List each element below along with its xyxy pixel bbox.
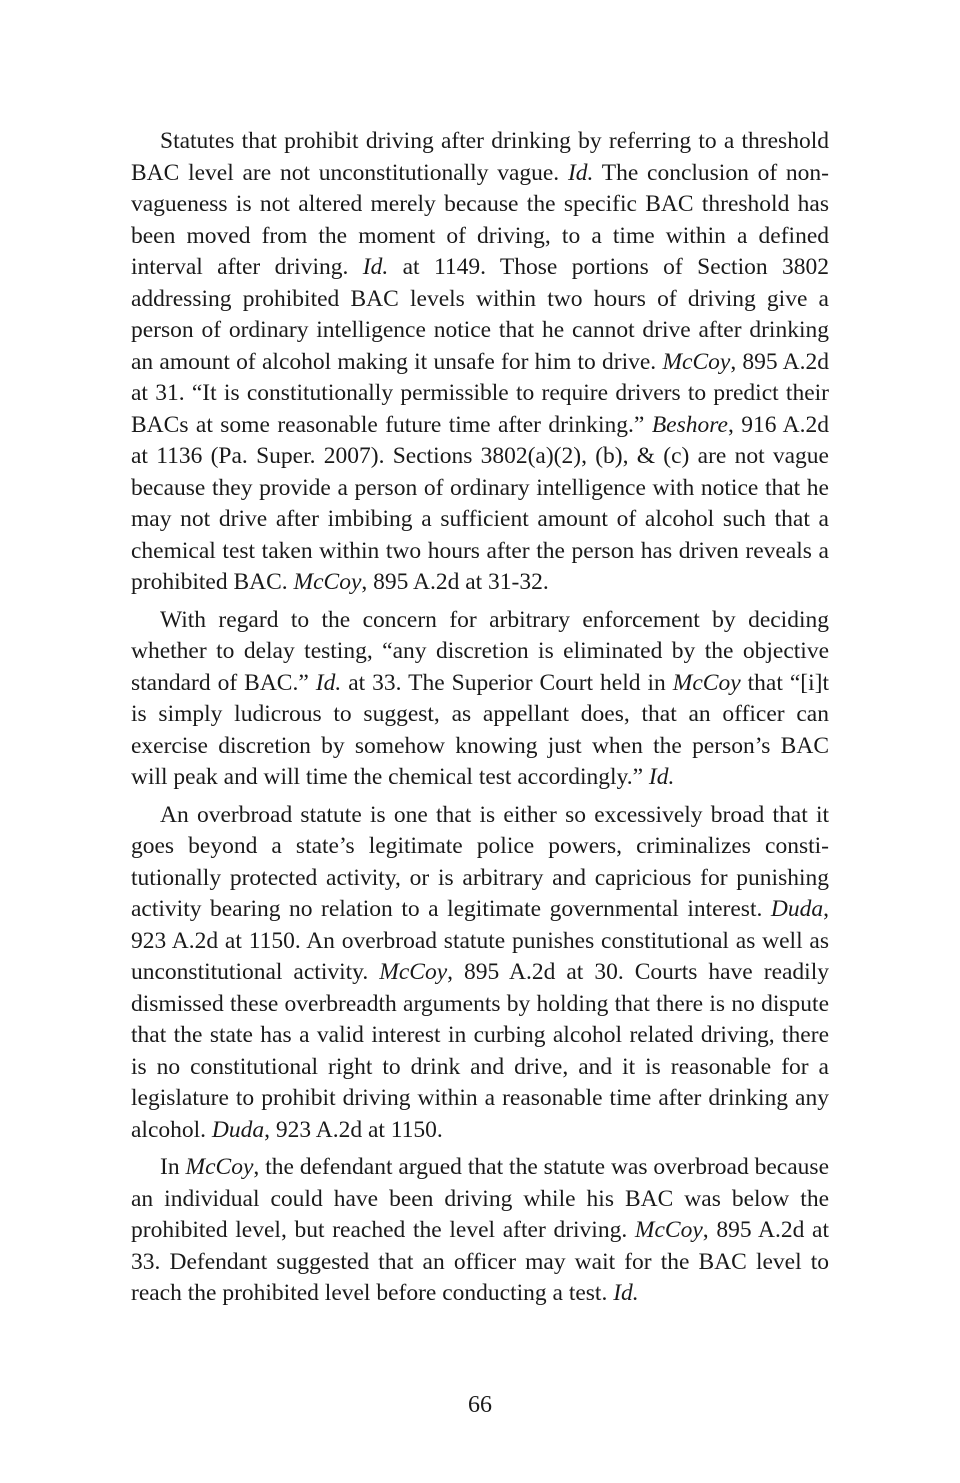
citation-italic: Beshore <box>651 411 728 438</box>
text-segment: , 923 A.2d at 1150. <box>264 1116 443 1143</box>
text-segment: An overbroad statute is one that is either so excessively broad that it goes beyond a state’s legitimate police powers, criminalizes constitutionally protected activity, or is arbitrary and capricious for punishing activity bearing no relation to a legitimate governmental interest. <box>131 801 829 922</box>
paragraph <box>131 1152 829 1310</box>
text-segment: , the defendant argued that the statute was overbroad because an individual could have been driving while his BAC was below the prohibited level, but reached the level after driving. <box>131 1154 829 1243</box>
text-segment: , 916 A.2d at 1136 (Pa. Super. 2007). Sections 3802(a)(2), (b), & (c) are not vague because they provide a person of ordinary intelligence with notice that he may not drive after imbibing a sufficient amount of alcohol such that a chemical test taken within two hours after the person has driven reveals a prohibited BAC. <box>131 411 829 595</box>
text-segment: that “[i]t is simply ludicrous to suggest, as appellant does, that an officer can exercise discretion by somehow knowing just when the person’s BAC will peak and will time the chemical test accordingly.” <box>131 669 829 790</box>
paragraph <box>131 800 829 1147</box>
text-segment: at 1149. Those portions of Section 3802 addressing prohibited BAC levels within two hours of driving give a person of ordinary intelligence notice that he cannot drive after drinking an amount of alcohol making it unsafe for him to drive. <box>131 254 829 375</box>
text-segment: , 923 A.2d at 1150. An overbroad statute punishes constitutional as well as unconstitutional activity. <box>131 896 829 985</box>
text-segment: , 895 A.2d at 31. “It is constitutionally permissible to require drivers to predict their BACs at some reasonable future time after drinking.” <box>131 348 829 438</box>
citation-italic: Id. <box>315 669 342 696</box>
citation-italic: McCoy <box>662 348 731 375</box>
text-segment: The conclusion of non-vagueness is not altered merely because the specific BAC threshold has been moved from the moment of driving, to a time within a defined interval after driving. <box>131 159 829 280</box>
text-segment: In <box>160 1154 186 1180</box>
paragraph <box>131 605 829 794</box>
text-segment: Statutes that prohibit driving after drinking by referring to a threshold BAC level are not unconstitutionally vague. <box>131 128 829 186</box>
text-segment: , 895 A.2d at 31-32. <box>361 569 549 595</box>
citation-italic: McCoy <box>672 669 741 696</box>
text-segment: , 895 A.2d at 33. Defendant suggested that an officer may wait for the BAC level to reach the prohibited level before conducting a test. <box>131 1217 829 1306</box>
citation-italic: Id. <box>362 254 389 280</box>
citation-italic: Id. <box>567 159 594 186</box>
text-segment: at 33. The Superior Court held in <box>341 669 673 696</box>
page-number: 66 <box>468 1392 492 1418</box>
citation-italic: McCoy <box>379 959 448 985</box>
text-segment: , 895 A.2d at 30. Courts have readily dismissed these overbreadth arguments by holding that there is no dispute that the state has a valid interest in curbing alcohol related driving, there is no constitutional right to drink and drive, and it is reasonable for a legislature to prohibit driving within a reasonable time after drinking any alcohol. <box>131 959 829 1143</box>
citation-italic: Duda <box>211 1116 265 1143</box>
citation-italic: Id. <box>648 764 675 790</box>
paragraph <box>131 126 829 599</box>
citation-italic: McCoy <box>293 569 362 595</box>
citation-italic: Id. <box>613 1280 639 1306</box>
citation-italic: McCoy <box>185 1154 254 1180</box>
page-body <box>131 126 829 1316</box>
text-segment: With regard to the concern for arbitrary enforcement by deciding whether to delay testing, “any discretion is eliminated by the objective standard of BAC.” <box>131 606 829 696</box>
citation-italic: McCoy <box>634 1217 703 1243</box>
citation-italic: Duda <box>770 896 824 922</box>
